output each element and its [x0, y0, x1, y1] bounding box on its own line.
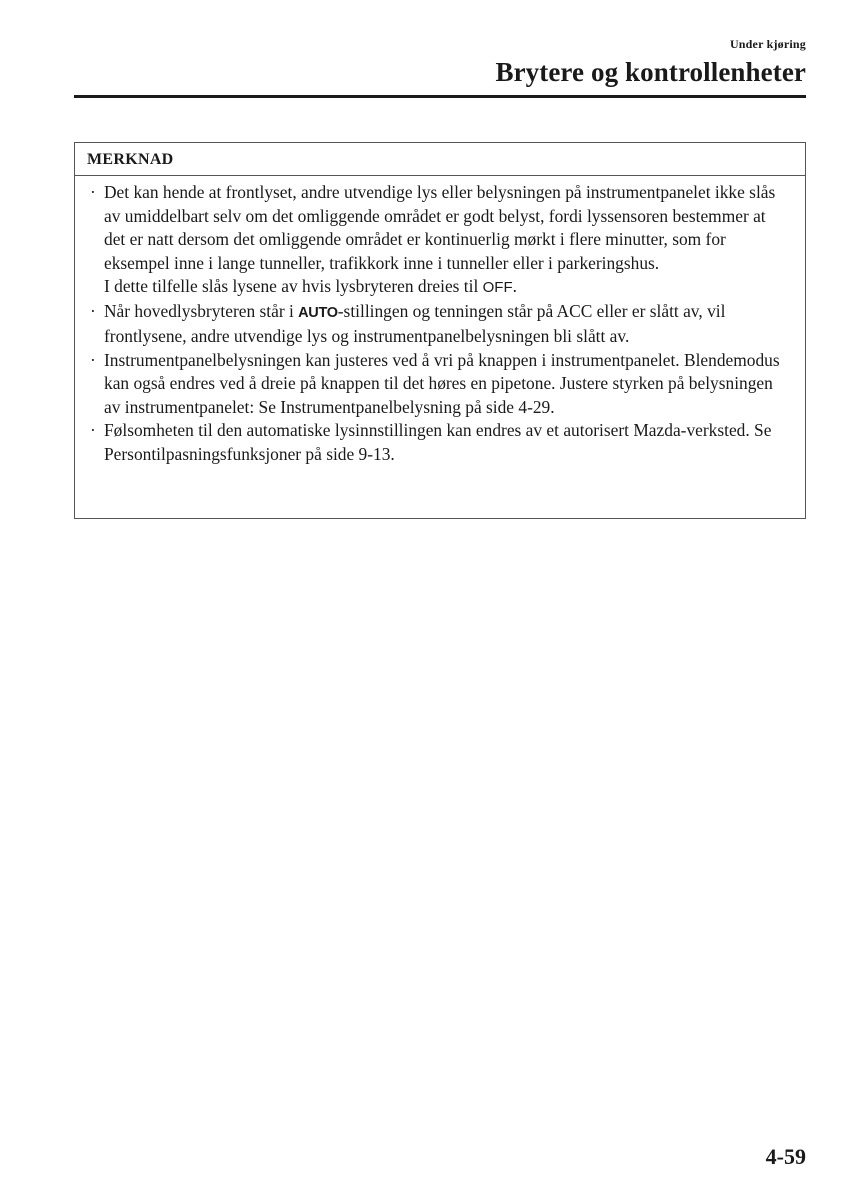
- note-item-4: [89, 419, 791, 466]
- note-item-2-after: -stillingen og tenningen står på ACC eller er slått av, vil frontlysene, andre utvendige lys og instrumentpanelbelysningen bli slått av.: [104, 300, 726, 346]
- note-item-2: [89, 300, 791, 349]
- section-label: Under kjøring: [729, 37, 806, 51]
- auto-switch-label: AUTO: [298, 304, 338, 321]
- note-item-3: [89, 349, 791, 420]
- bullet-icon: ·: [90, 182, 96, 202]
- page-title: Brytere og kontrollenheter: [495, 57, 806, 87]
- header-divider: [74, 95, 806, 98]
- page-number: 4-59: [765, 1144, 806, 1169]
- note-item-2-text: [104, 300, 791, 349]
- bullet-icon: ·: [90, 420, 96, 440]
- page-header: [74, 36, 806, 89]
- note-item-1-followup: [104, 275, 791, 300]
- note-item-1-text: Det kan hende at frontlyset, andre utvendige lys eller belysningen på instrumentpanelet ikke slås av umiddelbart selv om det omliggende området er godt belyst, fordi lyssensoren bestemmer at det er natt dersom det omliggende området er kontinuerlig mørkt i flere minutter, som for eksempel inne i lange tunneller, trafikkork inne i tunneller eller i parkeringshus.: [104, 182, 776, 273]
- note-item-1: [89, 181, 791, 300]
- off-switch-label: OFF: [482, 279, 513, 296]
- note-item-1-followup-before: I dette tilfelle slås lysene av hvis lysbryteren dreies til: [104, 276, 483, 296]
- note-box: [74, 142, 806, 519]
- note-list: [75, 176, 805, 466]
- note-item-2-before: Når hovedlysbryteren står i: [104, 300, 299, 321]
- note-heading: MERKNAD: [75, 143, 805, 176]
- note-item-1-followup-after: .: [512, 276, 517, 296]
- bullet-icon: ·: [90, 349, 96, 370]
- note-item-3-text: Instrumentpanelbelysningen kan justeres ved å vri på knappen i instrumentpanelet. Blendemodus kan også endres ved å dreie på knappen til det høres en pipetone. Justere styrken på belysningen av instrumentpanelet: Se Instrumentpanelbelysning på side 4-29.: [104, 349, 780, 417]
- bullet-icon: ·: [90, 300, 96, 321]
- note-item-4-text: Følsomheten til den automatiske lysinnstillingen kan endres av et autorisert Mazda-verksted. Se Persontilpasningsfunksjoner på side 9-13.: [104, 420, 772, 464]
